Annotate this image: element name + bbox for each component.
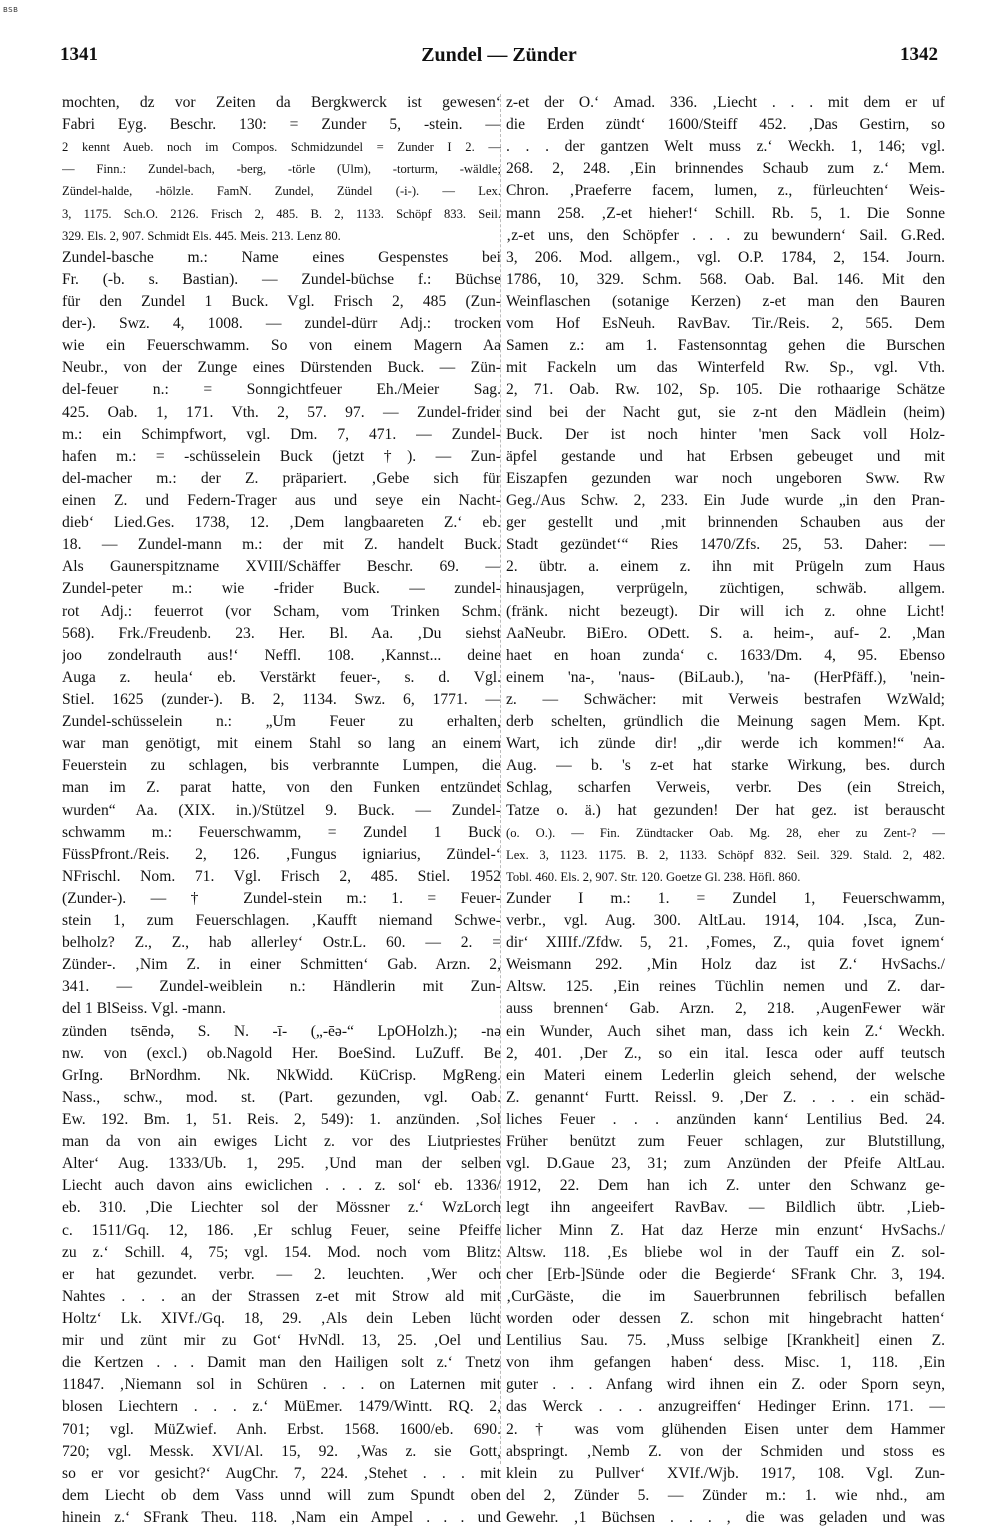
text-line: Lex. 3, 1123. 1175. B. 2, 1133. Schöpf 832. Seil. 329. Stald. 2, 482. [506, 847, 945, 862]
text-line: 2. übtr. a. einem z. ihn mit Prügeln zum Haus [506, 558, 945, 576]
text-line: 720; vgl. Messk. XVI/Al. 15, 92. ‚Was z. sie Gott, [62, 1442, 501, 1460]
text-line: legt ihn angeeifert RavBav. — Bildlich übtr. ‚Lieb- [506, 1199, 945, 1217]
library-mark: BSB [3, 6, 19, 14]
text-line: eb. 310. ‚Die Liechter sol der Mössner z.‘ WzLorch [62, 1199, 501, 1217]
text-line: nw. von (excl.) ob.Nagold Her. BoeSind. LuZuff. Be [62, 1044, 501, 1062]
text-line: joo zondelrauth aus!‘ Neffl. 108. ‚Kannst... deine [62, 646, 501, 664]
text-line: 329. Els. 2, 907. Schmidt Els. 445. Meis. 213. Lenz 80. [62, 228, 341, 243]
column-divider [500, 94, 501, 1464]
text-line: liches Feuer . . . anzünden kann‘ Lentilius Bed. 24. [506, 1111, 945, 1129]
text-line: Stadt gezündet‘“ Ries 1470/Zfs. 25, 53. Daher: — [506, 536, 945, 554]
page-number-left: 1341 [60, 44, 98, 65]
text-line: Ew. 192. Bm. 1, 51. Reis. 2, 549): 1. anzünden. ‚Sol [62, 1111, 501, 1129]
text-line: GrIng. BrNordhm. Nk. NkWidd. KüCrisp. MgReng. [62, 1066, 501, 1084]
text-line: AaNeubr. BiEro. ODett. S. a. heim-, auf- 2. ‚Man [506, 624, 945, 642]
text-line: 11847. ‚Niemann sol in Schüren . . . on Laternen mit [62, 1376, 501, 1394]
text-line: 425. Oab. 1, 171. Vth. 2, 57. 97. — Zundel-frider [62, 403, 501, 421]
text-line: Weismann 292. ‚Min Holz daz ist Z.‘ HvSachs./ [506, 956, 945, 974]
text-line: Feuerstein zu schlagen, bis verbrannte Lumpen, die [62, 757, 501, 775]
text-line: Stiel. 1625 (zunder-). B. 2, 1134. Swz. 6, 1771. — [62, 690, 501, 708]
text-line: (fränk. nicht bezeugt). Dir will ich z. ohne Licht! [506, 602, 945, 620]
text-line: war man genötigt, mit einem Stahl so lang an einem [62, 735, 501, 753]
text-line: Neubr., von der Zunge eines Dürstenden Buck. — Zün- [62, 359, 501, 377]
text-line: licher Minn Z. Hat daz Herze min enzunt‘ HvSachs./ [506, 1221, 945, 1239]
text-line: dir‘ XIIIf./Zfdw. 5, 21. ‚Fomes, Z., quia fovet ignem‘ [506, 934, 945, 952]
text-line: Lentilius Sau. 75. ‚Muss selbige [Krankheit] einen Z. [506, 1332, 945, 1350]
text-line: Buck. Der ist noch hinter 'men Sack voll Holz- [506, 425, 945, 443]
text-line: Schlag, scharfen Verweis, verbr. Des (ein Streich, [506, 779, 945, 797]
text-line: mochten, dz vor Zeiten da Bergkwerck ist gewesen‘ [62, 94, 501, 111]
text-line: ger gestellt und ‚mit brinnenden Schauben aus der [506, 514, 945, 532]
text-line: hinausjagen, verprügeln, züchtigen, schwäb. allgem. [506, 580, 945, 598]
text-line: haet en hoan zunda‘ c. 1633/Dm. 4, 95. Ebenso [506, 646, 945, 664]
text-line: 2. † was vom glühenden Eisen unter dem Hammer [506, 1420, 945, 1438]
text-line: Chron. ‚Praeferre facem, lumen, z., fürleuchten‘ Weis- [506, 182, 945, 200]
left-column [62, 92, 501, 1529]
text-line: 568). Frk./Freudenb. 23. Her. Bl. Aa. ‚Du siehst [62, 624, 501, 642]
text-line: — Finn.: Zundel-bach, -berg, -törle (Ulm), -torturm, -wäldle; [62, 162, 501, 177]
text-line: guter . . . Anfang wird ihnen ein Z. oder Sporn seyn, [506, 1376, 945, 1394]
text-line: schwamm m.: Feuerschwamm, = Zundel 1 Buck [62, 823, 501, 841]
text-line: mir und zünt mir zu Got‘ HvNdl. 13, 25. ‚Oel und [62, 1332, 501, 1350]
page-title: Zundel — Zünder [421, 44, 577, 66]
text-line: Alter‘ Aug. 1333/Ub. 1, 295. ‚Und man der selben [62, 1155, 501, 1173]
text-line: äpfel gestande und hat Erbsen gebeuget und mit [506, 447, 945, 465]
text-line: (o. O.). — Fin. Zündtacker Oab. Mg. 28, eher zu Zent-? — [506, 825, 945, 840]
text-line: man im Z. parat hatte, von den Funken entzündet [62, 779, 501, 797]
text-line: hafen m.: = -schüsselein Buck (jetzt †). — Zun- [62, 447, 501, 465]
text-line: Zundel-schüsselein n.: „Um Feuer zu erhalten, [62, 713, 501, 731]
text-line: der-). Swz. 4, 1008. — zundel-dürr Adj.: trocken [62, 315, 501, 333]
text-line: del-feuer n.: = Sonngichtfeuer Eh./Meier Sag. [62, 381, 501, 399]
text-line: vom Hof EsNeuh. RavBav. Tir./Reis. 2, 565. Dem [506, 315, 945, 333]
text-line: Samen z.: am 1. Fastensonntag gehen die Burschen [506, 337, 945, 355]
text-line: rot Adj.: feuerrot (vor Scham, vom Trinken Schm. [62, 602, 501, 620]
text-line: Zundel-peter m.: wie -frider Buck. — zundel- [62, 580, 501, 598]
text-line: 3, 1175. Sch.O. 2126. Frisch 2, 485. B. 2, 1133. Schöpf 833. Seil. [62, 206, 501, 221]
text-line: ein Wunder, Auch sihet man, dass ich kein Z.‘ Weckh. [506, 1022, 945, 1040]
text-line: NFrischl. Nom. 71. Vgl. Frisch 2, 485. Stiel. 1952 [62, 867, 501, 885]
text-line: für den Zundel 1 Buck. Vgl. Frisch 2, 485 (Zun- [62, 292, 501, 310]
text-line: Zunder I m.: 1. = Zundel 1, Feuerschwamm, [506, 889, 945, 907]
right-column [506, 92, 945, 1529]
text-line: einen Z. und Federn-Trager aus und seye ein Nacht- [62, 491, 501, 509]
text-line: einem 'na-, 'naus- (BiLaub.), 'na- (HerPfäff.), 'nein- [506, 668, 945, 686]
text-line: wurden“ Aa. (XIX. in.)/Stützel 9. Buck. — Zundel- [62, 801, 501, 819]
text-line: Liecht auch davon ains ewiclichen . . . z. sol‘ eb. 1336/ [62, 1177, 501, 1195]
text-line: auss brennen‘ Gab. Arzn. 2, 218. ‚AugenFewer wär [506, 1000, 945, 1018]
text-line: Geg./Aus Schw. 2, 233. Ein Jude wurde „in den Pran- [506, 491, 945, 509]
text-line: 341. — Zundel-weiblein n.: Händlerin mit Zun- [62, 978, 501, 996]
text-line: verbr., vgl. Aug. 300. AltLau. 1914, 104. ‚Isca, Zun- [506, 912, 945, 930]
text-line: cher [Erb-]Sünde oder die Begierde‘ SFrank Chr. 3, 194. [506, 1265, 945, 1283]
text-line: del 1 BlSeiss. Vgl. -mann. [62, 1000, 226, 1018]
text-line: 268. 2, 248. ‚Ein brinnendes Schaub zum z.‘ Mem. [506, 160, 945, 178]
text-line: Tobl. 460. Els. 2, 907. Str. 120. Goetze Gl. 238. Höfl. 860. [506, 869, 801, 884]
text-line: Fabri Eyg. Beschr. 130: = Zunder 5, -stein. — [62, 116, 501, 134]
text-line: das Werck . . . anzugreiffen‘ Hedinger Erinn. 171. — [506, 1398, 945, 1416]
text-line: er hat gezundet. verbr. — 2. leuchten. ‚Wer och [62, 1265, 501, 1283]
text-line: Wart, ich zünde dir! „dir werde ich kommen!“ Aa. [506, 735, 945, 753]
text-line: dieb‘ Lied.Ges. 1738, 12. ‚Dem langbaareten Z.‘ eb. [62, 514, 501, 532]
text-line: Zündel-halde, -hölzle. FamN. Zundel, Zündel (-i-). — Lex. [62, 184, 501, 199]
text-line: Fr. (-b. s. Bastian). — Zundel-büchse f.: Büchse [62, 270, 501, 288]
text-line: Weinflaschen (sotanige Kerzen) z-et man den Bauren [506, 292, 945, 310]
text-line: mann 258. ‚Z-et hieher!‘ Schill. Rb. 5, 1. Die Sonne [506, 204, 945, 222]
page-header [60, 44, 938, 72]
text-line: man da von ain ewiges Licht z. vor des Liutpriestes [62, 1133, 501, 1151]
text-line: worden oder dessen Z. schon mit hingebracht hatten‘ [506, 1310, 945, 1328]
text-line: stein 1, zum Feuerschlagen. ‚Kaufft niemand Schwe- [62, 912, 501, 930]
text-line: z-et der O.‘ Amad. 336. ‚Liecht . . . mit dem er uf [506, 94, 945, 111]
text-line: FüssPfront./Reis. 2, 126. ‚Fungus igniarius, Zündel-‘ [62, 845, 501, 863]
text-line: derb schelten, gründlich die Meinung sagen Mem. Kpt. [506, 713, 945, 731]
text-line: zu z.‘ Schill. 4, 75; vgl. 154. Mod. noch vom Blitz: [62, 1243, 501, 1261]
text-line: 2, 401. ‚Der Z., so ein ital. Iesca oder auff teutsch [506, 1044, 945, 1062]
text-line: 1912, 22. Dem han ich Z. unter den Schwanz ge- [506, 1177, 945, 1195]
text-line: Nass., schw., mod. st. (Part. gezunden, vgl. Oab. [62, 1088, 501, 1106]
text-line: ein Materi einem Lederlin gleich sehend, der welsche [506, 1066, 945, 1084]
text-line: Holtz‘ Lk. XIVf./Gq. 18, 29. ‚Als dein Leben lücht [62, 1310, 501, 1328]
text-line: Zundel-basche m.: Name eines Gespenstes bei [62, 248, 501, 266]
text-line: wie ein Feuerschwamm. So von einem Magern Aa [62, 337, 501, 355]
text-line: so er vor gesicht?‘ AugChr. 7, 224. ‚Stehet . . . mit [62, 1464, 501, 1482]
text-line: ‚CurGäste, die im Sauerbrunnen febrilisch befallen [506, 1287, 945, 1305]
text-line: m.: ein Schimpfwort, vgl. Dm. 7, 471. — Zundel- [62, 425, 501, 443]
text-line: 18. — Zundel-mann m.: der mit Z. handelt Buck. [62, 536, 501, 554]
text-line: Tatze o. ä.) hat gezunden! Der hat gez. ist berauscht [506, 801, 945, 819]
text-line: del-macher m.: der Z. präpariert. ‚Gebe sich für [62, 469, 501, 487]
text-line: Altsw. 125. ‚Ein reines Tüchlin nemen und Z. dar- [506, 978, 945, 996]
text-line: 2 kennt Aueb. noch im Compos. Schmidzundel = Zunder I 2. — [62, 140, 501, 155]
text-line: (Zunder-). — † Zundel-stein m.: 1. = Feuer- [62, 889, 501, 907]
text-line: blosen Liechtern . . . z.‘ MüEmer. 1479/Wintt. RQ. 2, [62, 1398, 501, 1416]
text-line: Auga z. heula‘ eb. Verstärkt feuer-, s. d. Vgl. [62, 668, 501, 686]
text-line: 701; vgl. MüZwief. Anh. Erbst. 1568. 1600/eb. 690. [62, 1420, 501, 1438]
text-line: c. 1511/Gq. 12, 186. ‚Er schlug Feuer, seine Pfeiffe [62, 1221, 501, 1239]
text-line: Gewehr. ‚1 Büchsen . . . , die was geladen und was [506, 1509, 945, 1526]
text-line: die Erden zündt‘ 1600/Steiff 452. ‚Das Gestirn, so [506, 116, 945, 134]
text-line: klein zu Pullver‘ XVIf./Wjb. 1917, 108. Vgl. Zun- [506, 1464, 945, 1482]
text-line: ‚z-et uns, den Schöpfer . . . zu bewundern‘ Sail. G.Red. [506, 226, 945, 244]
text-line: vgl. D.Gaue 23, 31; zum Anzünden der Pfeife AltLau. [506, 1155, 945, 1173]
text-line: Altsw. 118. ‚Es bliebe wol in der Tauff ein Z. sol- [506, 1243, 945, 1261]
text-line: dem Liecht ob dem Vass unnd will zum Spundt oben [62, 1486, 501, 1504]
text-line: abspringt. ‚Nemb Z. von der Schmiden und stoss es [506, 1442, 945, 1460]
page-number-right: 1342 [900, 44, 938, 65]
text-line: Als Gaunerspitzname XVIII/Schäffer Beschr. 69. — [62, 558, 501, 576]
text-line: Nahtes . . . an der Strassen z-et mit Strow ald mit [62, 1287, 501, 1305]
text-line: Zünder-. ‚Nim Z. in einer Schmitten‘ Gab. Arzn. 2, [62, 956, 501, 974]
text-line: Eiszapfen gezunden war noch ungeboren Sww. Rw [506, 469, 945, 487]
text-line: zünden tsēndə, S. N. -ī- („-ēə-“ LpOHolzh.); -nə [62, 1022, 501, 1040]
text-line: 2, 71. Oab. Rw. 102, Sp. 105. Die rothaarige Schätze [506, 381, 945, 399]
text-line: sind bei der Nacht gut, sie z-nt den Mädlein (heim) [506, 403, 945, 421]
text-line: del 2, Zünder 5. — Zünder m.: 1. wie nhd., am [506, 1486, 945, 1504]
text-line: belholz? Z., Z., hab allerley‘ Ostr.L. 60. — 2. = [62, 934, 501, 952]
text-line: Früher benützt zum Feuer schlagen, zur Blutstillung, [506, 1133, 945, 1151]
text-line: mit Fackeln um das Winterfeld Rw. Sp., vgl. Vth. [506, 359, 945, 377]
text-line: die Kertzen . . . Damit man den Hailigen solt z.‘ Tnetz [62, 1354, 501, 1372]
text-line: von ihm gefangen haben‘ dess. Misc. 1, 118. ‚Ein [506, 1354, 945, 1372]
text-line: 3, 206. Mod. allgem., vgl. O.P. 1784, 2, 154. Journ. [506, 248, 945, 266]
text-line: Aug. — b. 's z-et hat starke Wirkung, bes. durch [506, 757, 945, 775]
text-line: . . . der gantzen Welt muss z.‘ Weckh. 1, 146; vgl. [506, 138, 945, 156]
text-line: Z. genannt‘ Furtt. Reissl. 9. ‚Der Z. . . . ein schäd- [506, 1088, 945, 1106]
text-line: hinein z.‘ SFrank Theu. 118. ‚Nam ein Ampel . . . und [62, 1509, 501, 1526]
text-line: 1786, 10, 329. Schm. 568. Oab. Bal. 146. Mit den [506, 270, 945, 288]
text-line: z. — Schwächer: mit Verweis bestrafen WzWald; [506, 690, 945, 708]
